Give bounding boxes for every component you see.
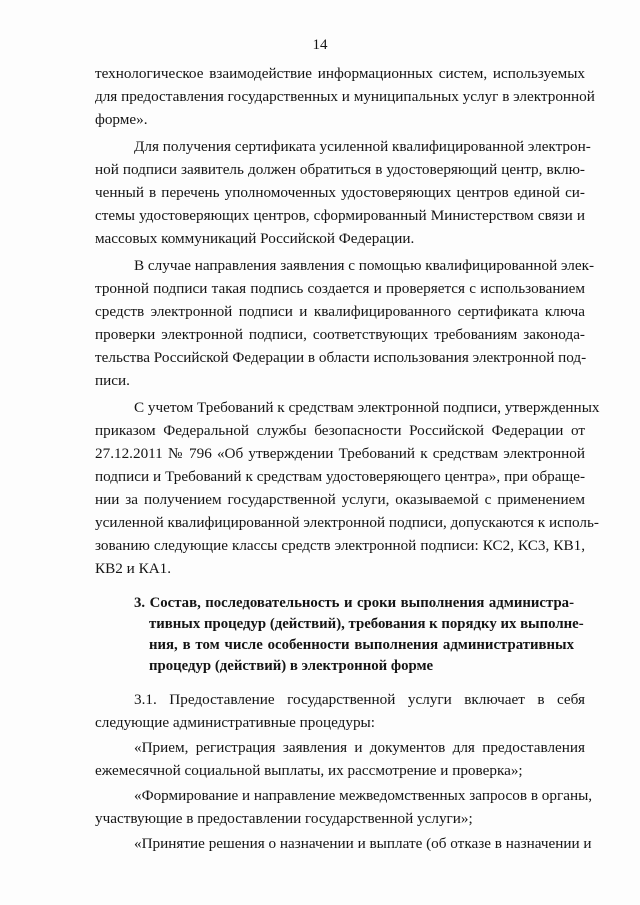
text-line: приказом Федеральной службы безопасности Российской Федерации от	[95, 422, 585, 439]
text-line: Для получения сертификата усиленной квалифицированной электрон-	[134, 138, 591, 155]
text-line: участвующие в предоставлении государственной услуги»;	[95, 810, 473, 827]
text-line: форме».	[95, 111, 148, 128]
text-line: усиленной квалифицированной электронной подписи, допускаются к исполь-	[95, 514, 599, 531]
text-line: технологическое взаимодействие информационных систем, используемых	[95, 65, 585, 82]
text-line: проверки электронной подписи, соответствующих требованиям законода-	[95, 326, 585, 343]
text-line: «Принятие решения о назначении и выплате (об отказе в назначении и	[134, 835, 592, 852]
text-line: ежемесячной социальной выплаты, их рассмотрение и проверка»;	[95, 762, 523, 779]
text-line: следующие административные процедуры:	[95, 714, 375, 731]
text-line: массовых коммуникаций Российской Федерации.	[95, 230, 415, 247]
text-line: ной подписи заявитель должен обратиться в удостоверяющий центр, вклю-	[95, 161, 585, 178]
text-line: тельства Российской Федерации в области использования электронной под-	[95, 349, 587, 366]
text-line: 3.1. Предоставление государственной услуги включает в себя	[134, 691, 585, 708]
page-number: 14	[312, 37, 328, 53]
text-line: стемы удостоверяющих центров, сформированный Министерством связи и	[95, 207, 585, 224]
text-line: 27.12.2011 № 796 «Об утверждении Требований к средствам электронной	[95, 445, 585, 462]
text-line: тронной подписи такая подпись создается и проверяется с использованием	[95, 280, 585, 297]
text-line: для предоставления государственных и муниципальных услуг в электронной	[95, 88, 595, 105]
text-line: «Прием, регистрация заявления и документов для предоставления	[134, 739, 585, 756]
text-line: «Формирование и направление межведомственных запросов в органы,	[134, 787, 593, 804]
text-line: нии за получением государственной услуги, оказываемой с применением	[95, 491, 585, 508]
heading-line: тивных процедур (действий), требования к порядку их выполне-	[149, 616, 584, 632]
heading-line: 3. Состав, последовательность и сроки выполнения администра-	[134, 595, 574, 611]
text-line: подписи и Требований к средствам удостоверяющего центра», при обраще-	[95, 468, 585, 485]
text-line: писи.	[95, 372, 130, 389]
text-line: ченный в перечень уполномоченных удостоверяющих центров единой си-	[95, 184, 585, 201]
heading-line: процедур (действий) в электронной форме	[149, 658, 434, 674]
text-line: В случае направления заявления с помощью квалифицированной элек-	[134, 257, 595, 274]
text-line: КВ2 и КА1.	[95, 560, 172, 577]
text-line: средств электронной подписи и квалифицированного сертификата ключа	[95, 303, 585, 320]
text-line: зованию следующие классы средств электронной подписи: КС2, КС3, КВ1,	[95, 537, 585, 554]
heading-line: ния, в том числе особенности выполнения административных	[149, 637, 574, 653]
text-line: С учетом Требований к средствам электронной подписи, утвержденных	[134, 399, 600, 416]
